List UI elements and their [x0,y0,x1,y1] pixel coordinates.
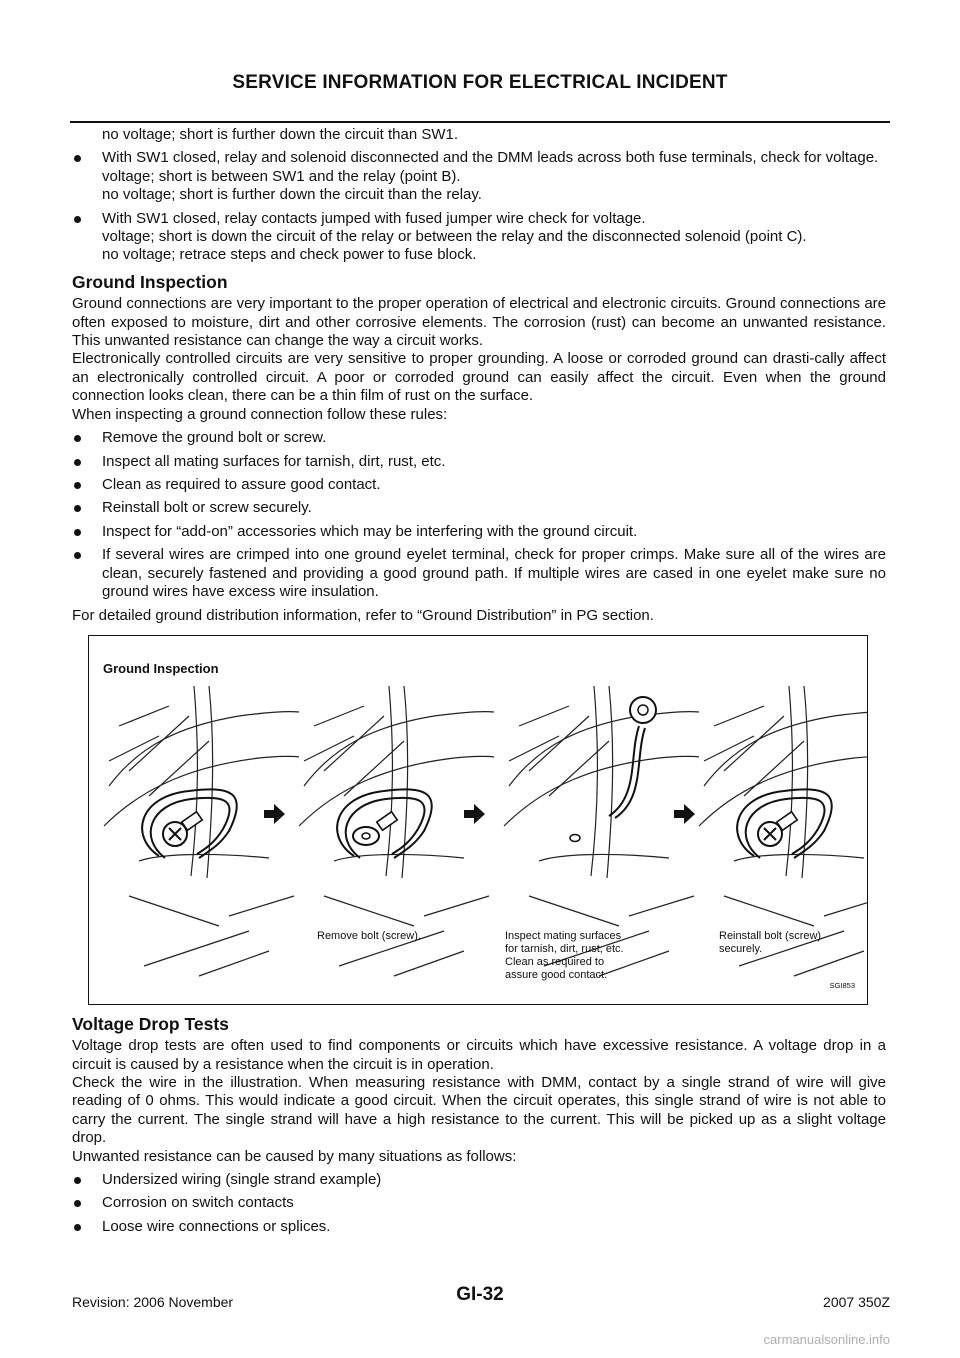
paragraph: For detailed ground distribution information, refer to “Ground Distribution” in PG section. [72,607,654,625]
list-item-text: no voltage; retrace steps and check power to fuse block. [102,246,477,264]
list-item [72,1194,886,1212]
bullet-icon [74,1177,81,1184]
list-item [72,499,886,517]
bullet-icon [74,505,81,512]
paragraph: Unwanted resistance can be caused by many situations as follows: [72,1147,517,1165]
list-item-text: no voltage; short is further down the circuit than the relay. [102,186,482,204]
list-item [72,523,886,541]
bullet-icon [74,155,81,162]
bullet-icon [74,1200,81,1207]
page-content [72,126,886,1236]
list-item [72,210,886,265]
list-item-text: Corrosion on switch contacts [102,1194,294,1212]
list-item-text: Undersized wiring (single strand example) [102,1171,382,1188]
paragraph: Ground connections are very important to the proper operation of electrical and electronic circuits. Ground connections are often exposed to moisture, dirt and other corrosive elements. The corrosion (rust) can become an unwanted resistance. This unwanted resistance can change the way a circuit works. [72,295,886,350]
section-heading-ground-inspection: Ground Inspection [72,271,228,292]
list-item [72,1171,886,1189]
bullet-icon [74,482,81,489]
figure-caption: Reinstall bolt (screw) securely. [719,929,822,955]
figure-caption: Remove bolt (screw). [317,929,421,942]
list-item-text: voltage; short is down the circuit of the relay or between the relay and the disconnected solenoid (point C). [102,228,807,246]
ground-inspection-figure [88,635,868,1005]
bullet-icon [74,435,81,442]
list-item [72,429,886,447]
bullet-icon [74,529,81,536]
figure-caption: Inspect mating surfaces for tarnish, dirt, rust, etc. Clean as required to assure good contact. [505,929,624,981]
list-item-text: voltage; short is between SW1 and the relay (point B). [102,167,461,185]
list-item-text: If several wires are crimped into one ground eyelet terminal, check for proper crimps. Make sure all of the wires are clean, securely fastened and providing a good ground path. If multiple wires are cased in one eyelet make sure no ground wires have excess wire insulation. [102,546,886,600]
arrow-icon [264,804,695,824]
list-item-text: With SW1 closed, relay contacts jumped with fused jumper wire check for voltage. [102,209,646,227]
bullet-icon [74,1224,81,1231]
page-number: GI-32 [456,1284,504,1305]
list-item [72,453,886,471]
list-item-text: Reinstall bolt or screw securely. [102,499,312,517]
bullet-icon [74,552,81,559]
list-item [72,476,886,494]
paragraph: Voltage drop tests are often used to find components or circuits which have excessive resistance. A voltage drop in a circuit is caused by a resistance when the circuit is in operation. [72,1037,886,1073]
paragraph: Electronically controlled circuits are very sensitive to proper grounding. A loose or corroded ground can drasti-cally affect an electronically controlled circuit. A poor or corroded ground can easily affect the circuit. Even when the ground connection looks clean, there can be a thin film of rust on the surface. [72,350,886,405]
figure-title: Ground Inspection [103,660,219,676]
paragraph: When inspecting a ground connection follow these rules: [72,405,448,423]
footer-revision: Revision: 2006 November [72,1294,234,1310]
list-item [72,1218,886,1236]
section-heading-voltage-drop-tests: Voltage Drop Tests [72,1013,229,1034]
list-item-text: With SW1 closed, relay and solenoid disconnected and the DMM leads across both fuse terminals, check for voltage. [102,149,879,167]
page-title: SERVICE INFORMATION FOR ELECTRICAL INCIDENT [232,72,728,93]
paragraph: Check the wire in the illustration. When measuring resistance with DMM, contact by a single strand of wire will give reading of 0 ohms. This would indicate a good circuit. When the circuit operates, this single strand of wire is not able to carry the current. The single strand will have a high resistance to the current. This will be picked up as a slight voltage drop. [72,1073,886,1147]
list-item-text: Clean as required to assure good contact. [102,475,381,493]
list-item [72,546,886,601]
list-item-text: Loose wire connections or splices. [102,1217,331,1235]
list-item-text: Remove the ground bolt or screw. [102,429,327,447]
continuation-text: no voltage; short is further down the circuit than SW1. [102,126,459,143]
header-divider [70,121,890,123]
figure-id: SGI853 [829,981,855,991]
list-item-text: Inspect all mating surfaces for tarnish, dirt, rust, etc. [102,452,446,470]
list-item [72,149,886,204]
footer-model: 2007 350Z [823,1294,890,1310]
bullet-icon [74,459,81,466]
bullet-icon [74,216,81,223]
list-item-text: Inspect for “add-on” accessories which may be interfering with the ground circuit. [102,522,638,540]
watermark: carmanualsonline.info [763,1332,890,1347]
